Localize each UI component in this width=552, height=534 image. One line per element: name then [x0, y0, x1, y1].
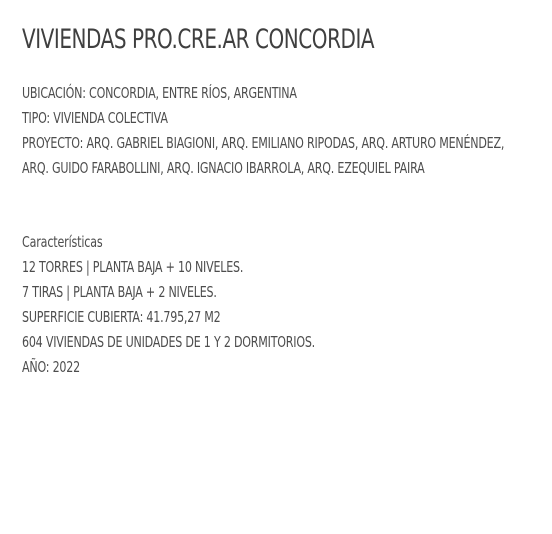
project-credits-line-1: PROYECTO: ARQ. GABRIEL BIAGIONI, ARQ. EMILIANO RIPODAS, ARQ. ARTURO MENÉNDEZ,	[22, 134, 505, 152]
year-text: AÑO: 2022	[22, 358, 80, 376]
project-credits-line-2: ARQ. GUIDO FARABOLLINI, ARQ. IGNACIO IBARROLA, ARQ. EZEQUIEL PAIRA	[22, 159, 425, 177]
location-text: UBICACIÓN: CONCORDIA, ENTRE RÍOS, ARGENTINA	[22, 84, 297, 102]
features-heading: Características	[22, 233, 103, 251]
strips-text: 7 TIRAS | PLANTA BAJA + 2 NIVELES.	[22, 283, 217, 301]
towers-text: 12 TORRES | PLANTA BAJA + 10 NIVELES.	[22, 258, 244, 276]
page-title: VIVIENDAS PRO.CRE.AR CONCORDIA	[22, 24, 375, 55]
type-text: TIPO: VIVIENDA COLECTIVA	[22, 109, 168, 127]
features-section	[22, 230, 552, 380]
project-info	[22, 81, 552, 181]
dwellings-text: 604 VIVIENDAS DE UNIDADES DE 1 Y 2 DORMITORIOS.	[22, 333, 315, 351]
covered-area-text: SUPERFICIE CUBIERTA: 41.795,27 M2	[22, 308, 221, 326]
